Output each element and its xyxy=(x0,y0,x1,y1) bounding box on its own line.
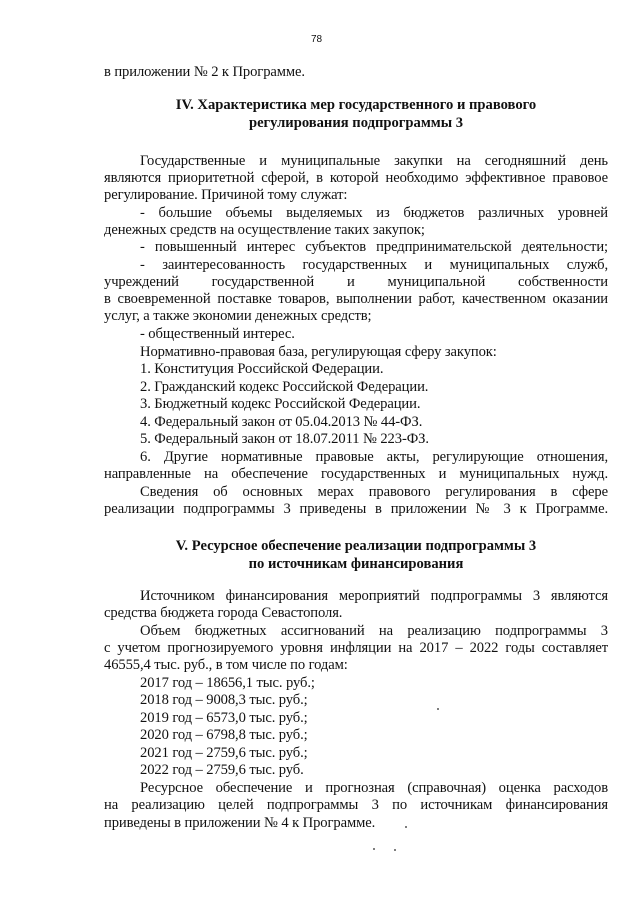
section-4-text-line: направленные на обеспечение государственных и муниципальных нужд. xyxy=(104,466,608,482)
page-number: 78 xyxy=(310,34,323,45)
section-4-text-line: - большие объемы выделяемых из бюджетов различных уровней xyxy=(140,205,608,221)
section-4-text-line: 5. Федеральный закон от 18.07.2011 № 223-ФЗ. xyxy=(140,431,429,447)
section-5-text-line: Объем бюджетных ассигнований на реализацию подпрограммы 3 xyxy=(140,623,608,639)
section-5-text-line: 2022 год – 2759,6 тыс. руб. xyxy=(140,762,304,778)
section-4-text-line: Государственные и муниципальные закупки на сегодняшний день xyxy=(140,153,608,169)
section-5-text-line: 2021 год – 2759,6 тыс. руб.; xyxy=(140,745,308,761)
scan-speck xyxy=(437,708,439,710)
section-5-text-line: 2018 год – 9008,3 тыс. руб.; xyxy=(140,692,308,708)
section-5-text-line: 46555,4 тыс. руб., в том числе по годам: xyxy=(104,657,348,673)
section-4-text-line: - общественный интерес. xyxy=(140,326,295,342)
section-5-text-line: средства бюджета города Севастополя. xyxy=(104,605,343,621)
section-4-title-line-2: регулирования подпрограммы 3 xyxy=(248,115,464,131)
section-4-text-line: услуг, а также экономии денежных средств; xyxy=(104,308,372,324)
section-4-text-line: 3. Бюджетный кодекс Российской Федерации. xyxy=(140,396,421,412)
section-4-text-line: Нормативно-правовая база, регулирующая сферу закупок: xyxy=(140,344,497,360)
section-5-title-line-1: V. Ресурсное обеспечение реализации подпрограммы 3 xyxy=(175,538,537,554)
section-5-text-line: 2019 год – 6573,0 тыс. руб.; xyxy=(140,710,308,726)
section-4-text-line: регулирование. Причиной тому служат: xyxy=(104,187,348,203)
scan-speck xyxy=(405,826,407,828)
section-5-text-line: 2017 год – 18656,1 тыс. руб.; xyxy=(140,675,315,691)
section-5-text-line: Ресурсное обеспечение и прогнозная (справочная) оценка расходов xyxy=(140,780,608,796)
section-4-text-line: 2. Гражданский кодекс Российской Федерации. xyxy=(140,379,429,395)
section-4-text-line: - повышенный интерес субъектов предпринимательской деятельности; xyxy=(140,239,608,255)
section-4-text-line: учреждений государственной и муниципальной собственности xyxy=(104,274,608,290)
section-4-text-line: 4. Федеральный закон от 05.04.2013 № 44-ФЗ. xyxy=(140,414,423,430)
section-4-text-line: реализации подпрограммы 3 приведены в приложении № 3 к Программе. xyxy=(104,501,608,517)
section-5-text-line: с учетом прогнозируемого уровня инфляции на 2017 – 2022 годы составляет xyxy=(104,640,608,656)
section-5-text-line: приведены в приложении № 4 к Программе. xyxy=(104,815,376,831)
scan-speck xyxy=(373,848,375,850)
section-4-text-line: в своевременной поставке товаров, выполнении работ, качественном оказании xyxy=(104,291,608,307)
section-4-title-line-1: IV. Характеристика мер государственного и правового xyxy=(175,97,537,113)
section-5-text-line: на реализацию целей подпрограммы 3 по источникам финансирования xyxy=(104,797,608,813)
section-4-text-line: 6. Другие нормативные правовые акты, регулирующие отношения, xyxy=(140,449,608,465)
section-4-text-line: являются приоритетной сферой, в которой необходимо эффективное правовое xyxy=(104,170,608,186)
intro-line: в приложении № 2 к Программе. xyxy=(104,64,305,80)
section-5-text-line: Источником финансирования мероприятий подпрограммы 3 являются xyxy=(140,588,608,604)
section-5-title-line-2: по источникам финансирования xyxy=(248,556,464,572)
section-5-text-line: 2020 год – 6798,8 тыс. руб.; xyxy=(140,727,308,743)
scan-speck xyxy=(394,849,396,851)
section-4-text-line: денежных средств на осуществление таких закупок; xyxy=(104,222,425,238)
section-4-text-line: - заинтересованность государственных и муниципальных служб, xyxy=(140,257,608,273)
section-4-text-line: 1. Конституция Российской Федерации. xyxy=(140,361,384,377)
section-4-text-line: Сведения об основных мерах правового регулирования в сфере xyxy=(140,484,608,500)
